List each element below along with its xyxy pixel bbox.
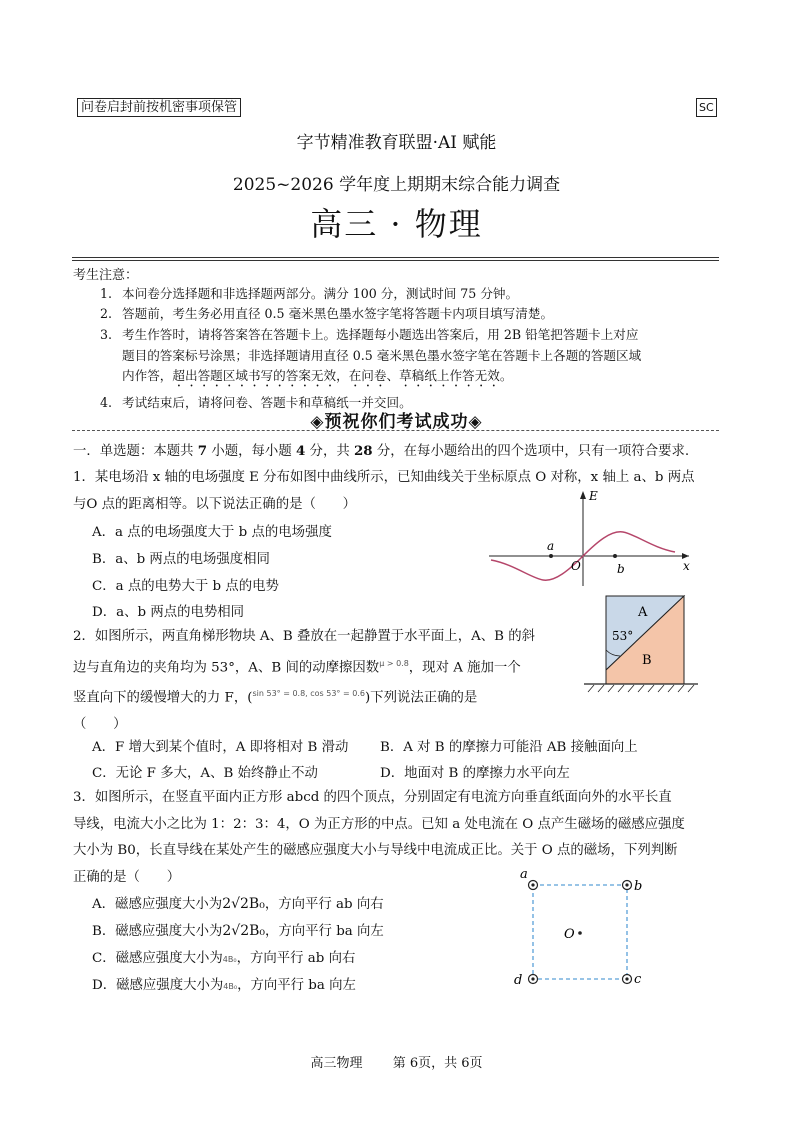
x-axis-label: x bbox=[683, 559, 690, 573]
q2-option-c[interactable]: C．无论 F 多大，A、B 始终静止不动 bbox=[92, 766, 318, 781]
question-text: 大小为 B0，长直导线在某处产生的磁感应强度大小与导线中电流成正比。关于 O 点的磁场，下列判断 bbox=[73, 843, 678, 858]
friction-condition: μ > 0.8 bbox=[379, 658, 409, 668]
q3-option-d[interactable] bbox=[92, 974, 356, 993]
confidential-stamp: 问卷启封前按机密事项保管 bbox=[77, 98, 241, 117]
note-number: 1. bbox=[100, 286, 113, 301]
note-text: 答题前，考生务必用直径 0.5 毫米黑色墨水签字笔将答题卡内项目填写清楚。 bbox=[122, 306, 554, 321]
points-total: 28 bbox=[353, 443, 373, 459]
block-a-label: A bbox=[638, 605, 648, 620]
option-text: C．磁感应强度大小为 bbox=[92, 951, 223, 966]
section-heading-text: 小题，每小题 bbox=[207, 444, 296, 459]
page-footer bbox=[0, 1052, 793, 1071]
note-text-line: 考生作答时，请将答案答在答题卡上。选择题每小题选出答案后，用 2B 铅笔把答题卡上对应 bbox=[122, 327, 639, 342]
q3-option-a[interactable] bbox=[92, 893, 384, 912]
q2-option-b[interactable]: B．A 对 B 的摩擦力可能沿 AB 接触面向上 bbox=[380, 740, 638, 755]
note-text: 内作答， bbox=[122, 368, 173, 383]
question-count: 7 bbox=[197, 443, 208, 459]
alliance-title: 字节精准教育联盟·AI 赋能 bbox=[296, 133, 497, 153]
option-text: A．磁感应强度大小为 bbox=[92, 897, 223, 912]
q1-option-d[interactable]: D．a、b 两点的电势相同 bbox=[92, 605, 245, 620]
q3-square-figure bbox=[508, 866, 648, 994]
section-heading-text: 分，在每小题给出的四个选项中，只有一项符合要求. bbox=[372, 444, 690, 459]
question-text: 边与直角边的夹角均为 53°，A、B 间的动摩擦因数 bbox=[73, 659, 380, 675]
q2-blocks-figure bbox=[580, 592, 700, 696]
question-text: 竖直向下的缓慢增大的力 F，( bbox=[73, 690, 253, 706]
q3-option-b[interactable] bbox=[92, 920, 384, 939]
q1-option-b[interactable]: B．a、b 两点的电场强度相同 bbox=[92, 552, 270, 567]
q1-option-c[interactable]: C．a 点的电势大于 b 点的电势 bbox=[92, 579, 279, 594]
question-text: 正确的是（ ） bbox=[73, 869, 181, 885]
vertex-c-label: c bbox=[634, 972, 642, 987]
note-item bbox=[100, 284, 519, 305]
note-text-line bbox=[122, 366, 641, 390]
question-text: 1．某电场沿 x 轴的电场强度 E 分布如图中曲线所示，已知曲线关于坐标原点 O 对称，x 轴上 a、b 两点 bbox=[73, 470, 695, 485]
region-stamp: SC bbox=[696, 98, 717, 117]
section-heading-text: 一．单选题：本题共 bbox=[73, 444, 198, 459]
wire-c bbox=[623, 975, 632, 984]
ground-hatch bbox=[588, 685, 694, 692]
good-luck-banner: ◈预祝你们考试成功◈ bbox=[310, 412, 483, 432]
wire-a bbox=[529, 881, 538, 890]
question-text: 导线，电流大小之比为 1：2：3：4，O 为正方形的中点。已知 a 处电流在 O 点产生磁场的磁感应强度 bbox=[73, 816, 685, 832]
q2-option-d[interactable]: D．地面对 B 的摩擦力水平向左 bbox=[380, 766, 570, 781]
question-text: 与O 点的距离相等。以下说法正确的是（ ） bbox=[73, 496, 357, 512]
wire-b bbox=[623, 881, 632, 890]
center-o-label: O bbox=[564, 927, 575, 942]
header-rule-bottom bbox=[72, 260, 719, 261]
note-text: 本问卷分选择题和非选择题两部分。满分 100 分，测试时间 75 分钟。 bbox=[122, 286, 519, 301]
option-magnitude: 2√2B₀ bbox=[222, 896, 265, 912]
option-text: ，方向平行 ab 向右 bbox=[264, 897, 384, 912]
section-heading bbox=[73, 438, 689, 466]
footer-subject: 高三物理 bbox=[310, 1056, 363, 1071]
question-text: 3．如图所示，在竖直平面内正方形 abcd 的四个顶点，分别固定有电流方向垂直纸面向外的水平长直 bbox=[73, 790, 672, 805]
note-text: 。 bbox=[499, 368, 513, 383]
e-axis-label: E bbox=[589, 489, 598, 503]
notes-heading: 考生注意： bbox=[73, 268, 139, 283]
option-magnitude: 4B₀ bbox=[223, 982, 238, 991]
exam-title: 2025~2026 学年度上期期末综合能力调查 bbox=[232, 175, 561, 195]
block-b-label: B bbox=[642, 653, 652, 668]
note-emphasis: 超出答题区域书写的答案无效，在问卷、草稿纸上作答无效 bbox=[172, 368, 500, 383]
question-text: ，现对 A 施加一个 bbox=[408, 659, 521, 675]
question-text-line bbox=[73, 681, 593, 712]
subject-title: 高三 · 物理 bbox=[310, 205, 483, 243]
option-text: ，方向平行 ba 向左 bbox=[237, 978, 356, 993]
question-text: 2．如图所示，两直角梯形物块 A、B 叠放在一起静置于水平面上，A、B 的斜 bbox=[73, 629, 536, 644]
point-b-dot bbox=[613, 554, 617, 558]
vertex-b-label: b bbox=[634, 879, 643, 894]
wire-d bbox=[529, 975, 538, 984]
vertex-a-label: a bbox=[520, 867, 528, 882]
note-item bbox=[100, 304, 554, 325]
question-text: （ ） bbox=[73, 717, 127, 733]
points-each: 4 bbox=[295, 443, 306, 459]
option-text: B．磁感应强度大小为 bbox=[92, 924, 223, 939]
note-text-line: 题目的答案标号涂黑；非选择题请用直径 0.5 毫米黑色墨水签字笔在答题卡上各题的答题区域 bbox=[122, 347, 642, 363]
note-number: 4. bbox=[100, 395, 113, 410]
option-text: ，方向平行 ba 向左 bbox=[265, 924, 384, 939]
vertex-d-label: d bbox=[514, 973, 523, 988]
question-2-stem bbox=[73, 624, 593, 739]
note-number: 3. bbox=[100, 327, 113, 342]
option-text: ，方向平行 ab 向右 bbox=[236, 951, 356, 966]
note-text: 考试结束后，请将问卷、答题卡和草稿纸一并交回。 bbox=[122, 395, 412, 410]
point-a-label: a bbox=[547, 539, 555, 553]
e-axis-arrow bbox=[580, 491, 586, 499]
footer-page-number: 第 6页，共 6页 bbox=[392, 1056, 483, 1071]
section-divider bbox=[72, 430, 719, 431]
header-rule-top bbox=[72, 257, 719, 258]
option-magnitude: 2√2B₀ bbox=[222, 923, 265, 939]
question-text-line bbox=[73, 651, 593, 682]
note-item bbox=[100, 325, 642, 390]
q1-field-graph bbox=[483, 488, 698, 588]
point-a-dot bbox=[549, 554, 553, 558]
q2-option-a[interactable]: A．F 增大到某个值时，A 即将相对 B 滑动 bbox=[92, 740, 349, 755]
question-text: )下列说法正确的是 bbox=[364, 690, 478, 706]
origin-label: O bbox=[571, 559, 581, 573]
note-number: 2. bbox=[100, 306, 113, 321]
option-text: D．磁感应强度大小为 bbox=[92, 978, 224, 993]
option-magnitude: 4B₀ bbox=[222, 955, 237, 964]
section-heading-text: 分，共 bbox=[305, 444, 354, 459]
trig-values: sin 53° = 0.8, cos 53° = 0.6 bbox=[252, 689, 365, 699]
center-o-dot bbox=[578, 931, 582, 935]
point-b-label: b bbox=[617, 562, 625, 576]
q1-option-a[interactable]: A．a 点的电场强度大于 b 点的电场强度 bbox=[92, 525, 332, 540]
q3-option-c[interactable] bbox=[92, 947, 355, 966]
angle-label: 53° bbox=[612, 629, 634, 643]
